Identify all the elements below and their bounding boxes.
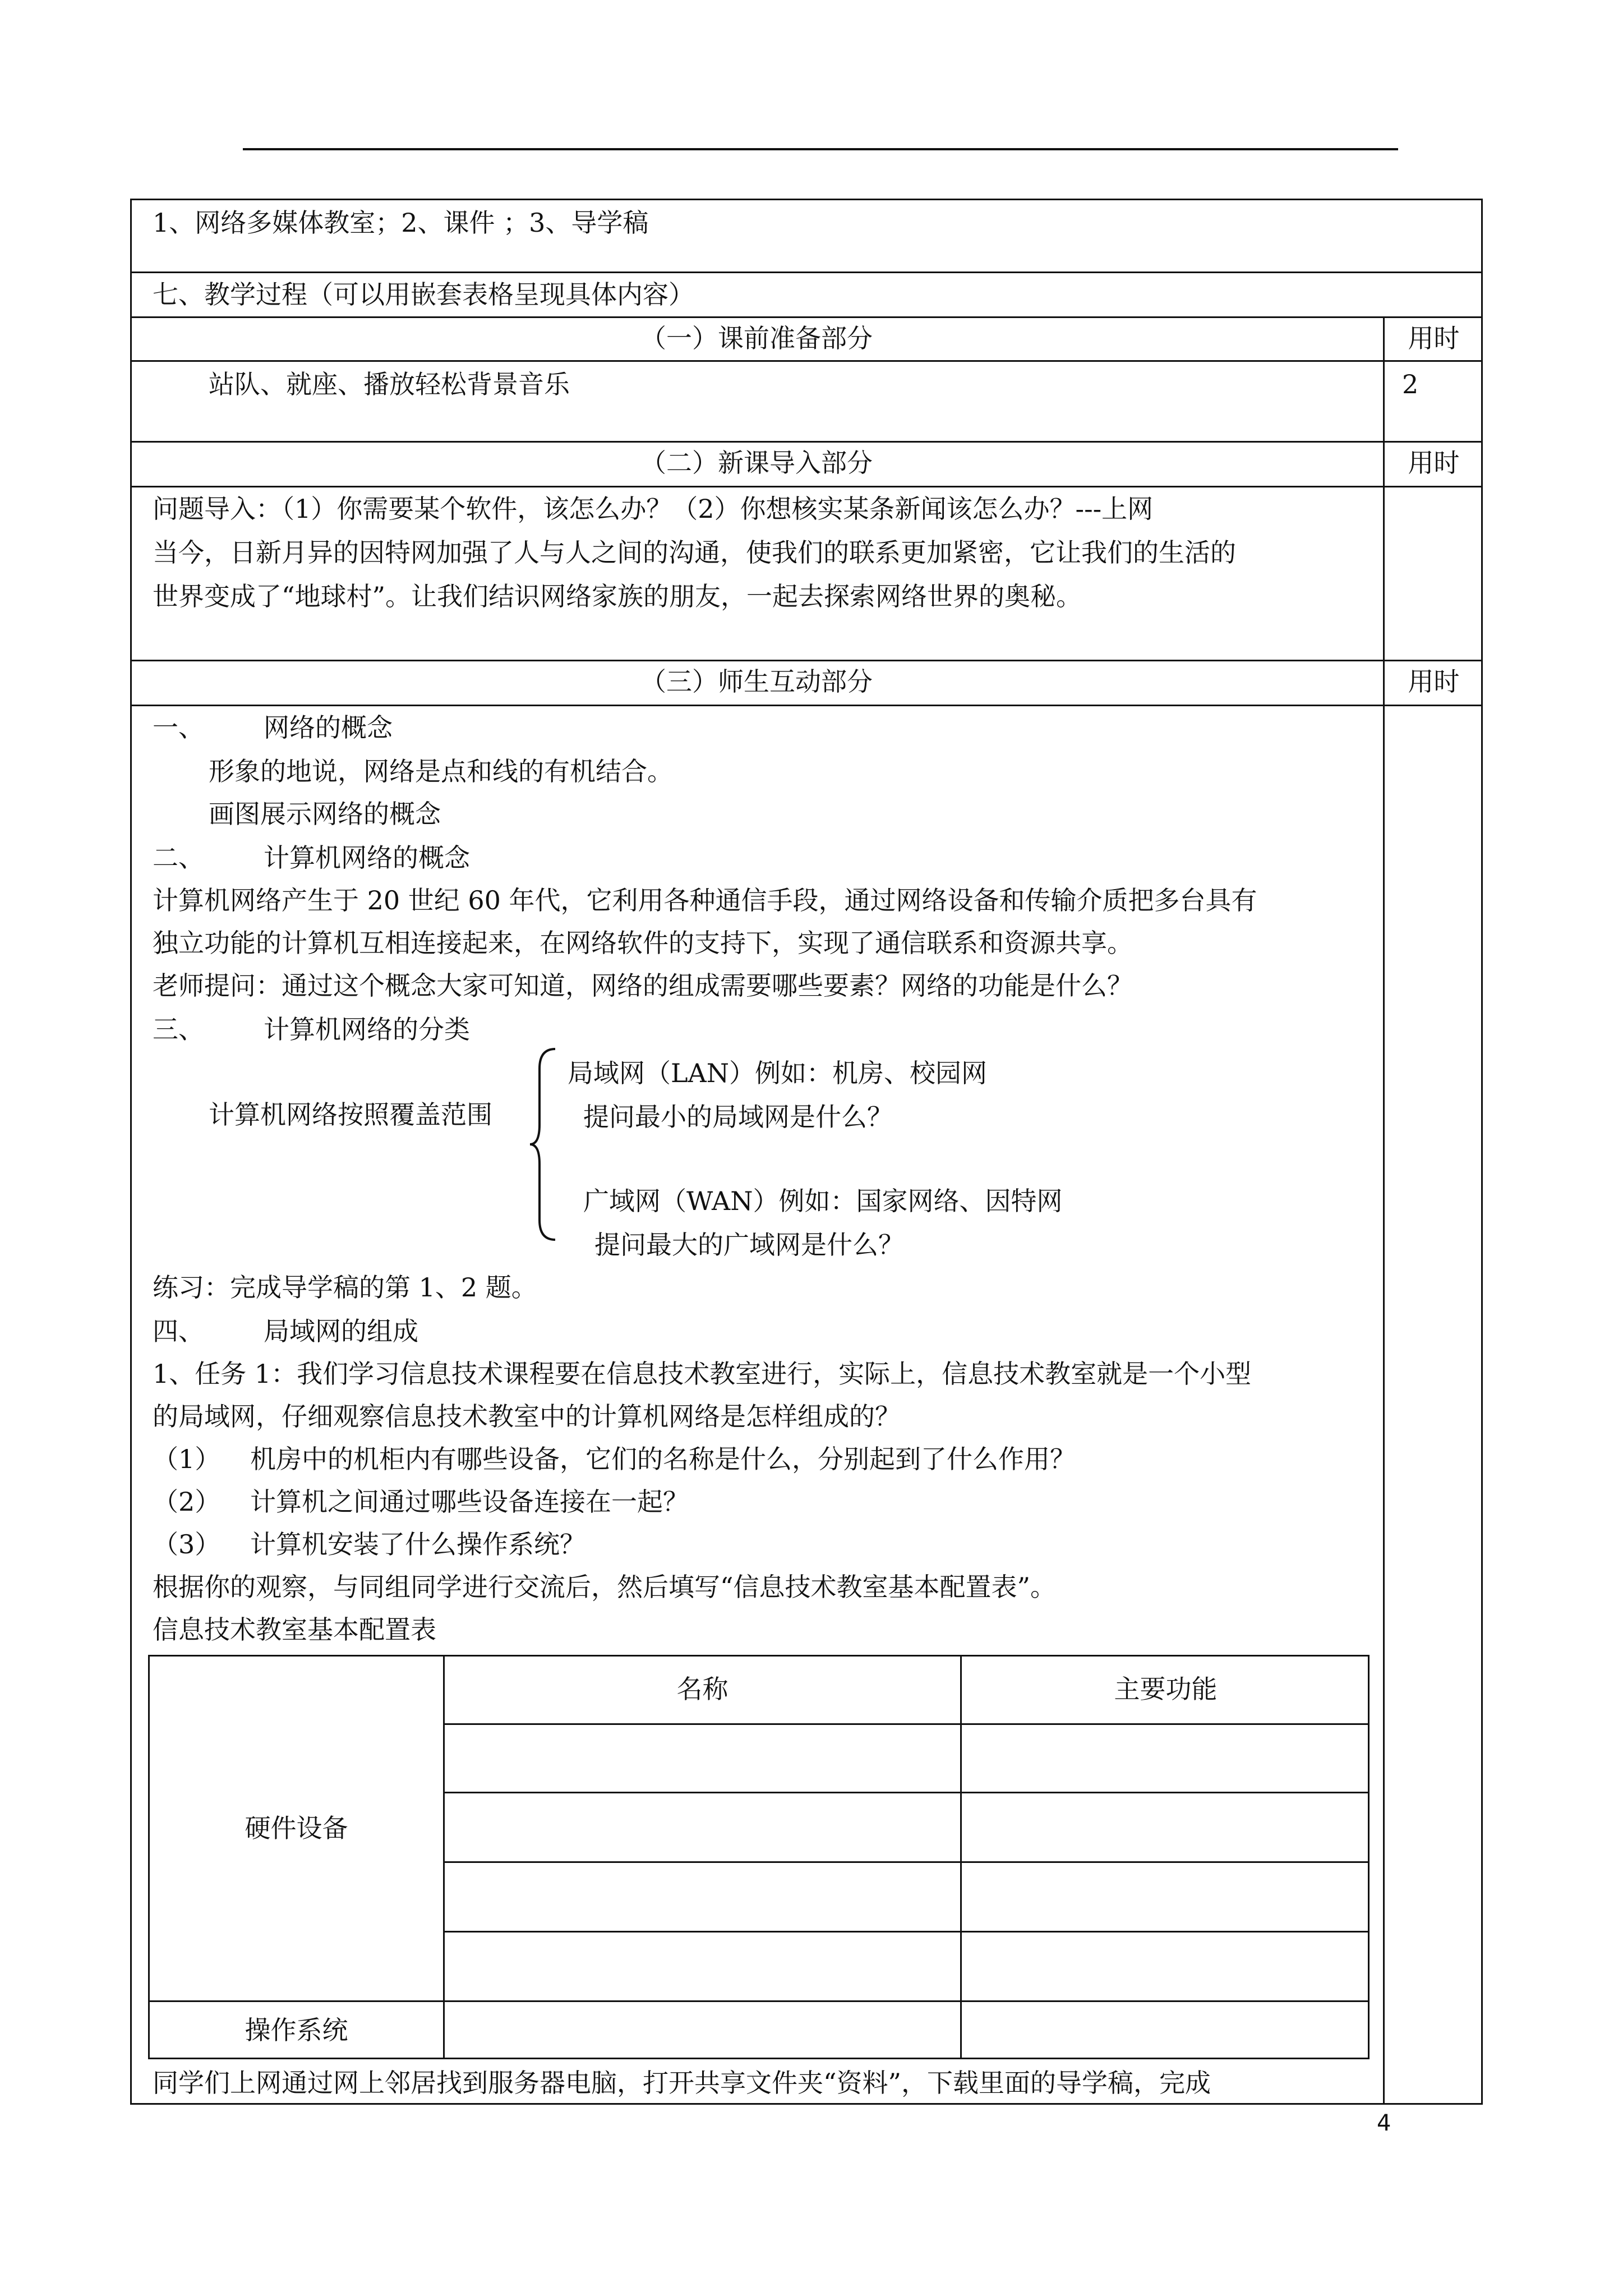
part1-content: 站队、就座、播放轻松背景音乐 (209, 369, 570, 399)
body-text: 老师提问：通过这个概念大家可知道，网络的组成需要哪些要素？网络的功能是什么？ (153, 970, 1133, 1001)
config-table (148, 1655, 1370, 2059)
lan-item: 局域网（LAN）例如：机房、校园网 (568, 1058, 988, 1088)
section-heading: 局域网的组成 (264, 1316, 418, 1346)
config-row-divider (443, 1723, 1370, 1725)
config-row-divider (443, 1931, 1370, 1932)
section-heading: 计算机网络的概念 (264, 843, 470, 873)
part1-time: 2 (1402, 369, 1419, 399)
row-divider (130, 316, 1483, 318)
question-number: （2） (153, 1487, 221, 1517)
wan-question: 提问最大的广域网是什么？ (594, 1230, 904, 1260)
part2-line: 问题导入：（1）你需要某个软件，该怎么办？（2）你想核实某条新闻该怎么办？---上网 (153, 494, 1154, 524)
time-header: 用时 (1408, 666, 1460, 697)
row-divider (130, 705, 1483, 706)
section-number: 一、 (153, 712, 204, 743)
body-text: 独立功能的计算机互相连接起来，在网络软件的支持下，实现了通信联系和资源共享。 (153, 928, 1133, 958)
classification-label: 计算机网络按照覆盖范围 (209, 1099, 492, 1130)
part2-line: 当今，日新月异的因特网加强了人与人之间的沟通，使我们的联系更加紧密，它让我们的生活的 (153, 537, 1236, 568)
body-text: 形象的地说，网络是点和线的有机结合。 (209, 756, 673, 786)
body-text: 画图展示网络的概念 (209, 799, 441, 829)
part3-title: （三）师生互动部分 (640, 666, 873, 697)
config-row-divider (443, 1792, 1370, 1793)
part2-line: 世界变成了“地球村”。让我们结识网络家族的朋友，一起去探索网络世界的奥秘。 (153, 581, 1082, 611)
time-header: 用时 (1408, 323, 1460, 353)
practice-text: 练习：完成导学稿的第 1、2 题。 (153, 1272, 537, 1303)
section-number: 四、 (153, 1316, 204, 1346)
row-divider (130, 486, 1483, 487)
header-rule (243, 148, 1398, 150)
section-heading: 网络的概念 (264, 712, 393, 743)
row-divider (130, 441, 1483, 443)
question-number: （1） (153, 1444, 221, 1474)
wan-item: 广域网（WAN）例如：国家网络、因特网 (583, 1186, 1063, 1216)
question-text: 计算机之间通过哪些设备连接在一起？ (250, 1487, 689, 1517)
time-header: 用时 (1408, 448, 1460, 478)
question-number: （3） (153, 1529, 221, 1559)
materials-text: 1、网络多媒体教室；2、课件 ；3、导学稿 (153, 208, 649, 238)
body-text: 的局域网，仔细观察信息技术教室中的计算机网络是怎样组成的？ (153, 1401, 901, 1432)
config-col-name: 名称 (676, 1674, 728, 1704)
section-title: 七、教学过程（可以用嵌套表格呈现具体内容） (153, 279, 694, 310)
config-os-label: 操作系统 (245, 2015, 348, 2045)
row-divider (130, 272, 1483, 273)
question-text: 计算机安装了什么操作系统？ (250, 1529, 585, 1559)
part1-title: （一）课前准备部分 (640, 323, 873, 353)
section-heading: 计算机网络的分类 (264, 1014, 470, 1045)
part2-title: （二）新课导入部分 (640, 448, 873, 478)
config-row-divider (443, 1861, 1370, 1863)
curly-brace-icon (527, 1046, 561, 1243)
row-divider (130, 660, 1483, 661)
body-text: 根据你的观察，与同组同学进行交流后，然后填写“信息技术教室基本配置表”。 (153, 1572, 1057, 1602)
config-table-title: 信息技术教室基本配置表 (153, 1614, 436, 1645)
body-text: 同学们上网通过网上邻居找到服务器电脑，打开共享文件夹“资料”，下载里面的导学稿，完成 (153, 2068, 1211, 2098)
page-number: 4 (1377, 2110, 1391, 2136)
question-text: 机房中的机柜内有哪些设备，它们的名称是什么，分别起到了什么作用？ (250, 1444, 1076, 1474)
config-row-divider (148, 2000, 1370, 2002)
row-divider (130, 360, 1483, 362)
body-text: 计算机网络产生于 20 世纪 60 年代，它利用各种通信手段，通过网络设备和传输介质把多台具有 (153, 885, 1257, 915)
config-col-divider (960, 1655, 962, 2059)
section-number: 三、 (153, 1014, 204, 1045)
body-text: 1、任务 1：我们学习信息技术课程要在信息技术教室进行，实际上，信息技术教室就是一个小型 (153, 1359, 1252, 1389)
lan-question: 提问最小的局域网是什么？ (583, 1102, 893, 1132)
config-col-divider (443, 1655, 445, 2059)
config-col-function: 主要功能 (1114, 1674, 1218, 1704)
time-column-divider (1383, 316, 1385, 2105)
section-number: 二、 (153, 843, 204, 873)
config-hardware-label: 硬件设备 (245, 1813, 348, 1843)
